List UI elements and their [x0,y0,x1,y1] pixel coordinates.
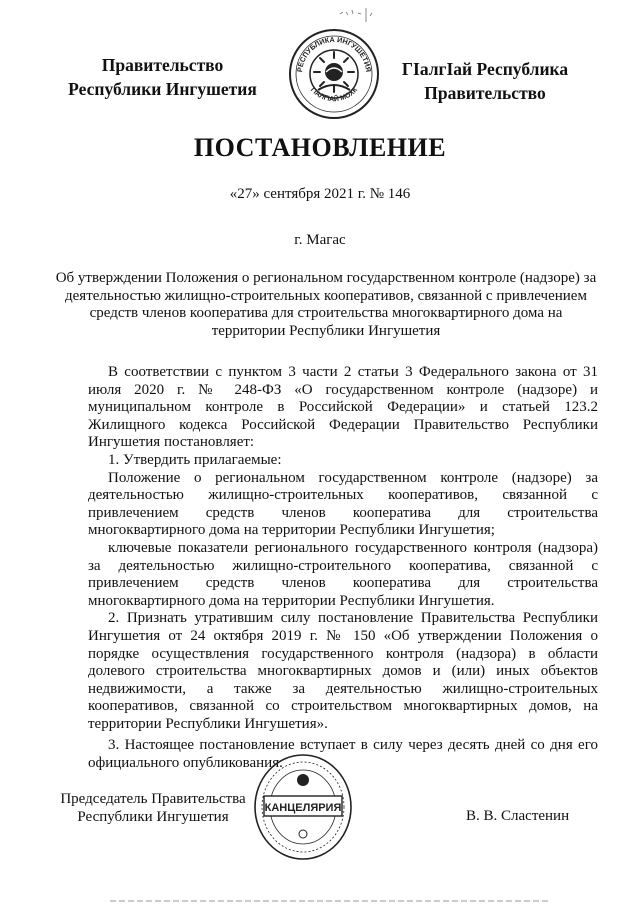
signatory-position-line2: Республики Ингушетия [77,808,229,825]
header-right-line2: Правительство [424,83,546,103]
emblem-text-top: РЕСПУБЛИКА ИНГУШЕТИЯ [295,34,373,73]
body-paragraph-item2: 2. Признать утратившим силу постановление Правительства Республики Ингушетия от 24 октября 2019 г. № 150 «Об утверждении Положения о порядке осуществления государственного контроля (надзора) в области долевого строительства многоквартирных домов и (или) иных объектов недвижимости, а также за деятельностью жилищно-строительных кооперативов, связанной со строительством многоквартирных домов, на территории Республики Ингушетия». [88,610,598,732]
signatory-position-line1: Председатель Правительства [60,791,246,807]
document-body [88,364,598,773]
scan-artifact [336,4,376,26]
header-right-block [380,57,590,105]
body-paragraph-indicators: ключевые показатели регионального государственного контроля (надзора) за деятельностью жилищно-строительного кооператива, связанной с привлечением средств членов кооператива для строительства многоквартирного дома на территории Республики Ингушетия. [88,539,598,609]
signatory-position [58,791,248,826]
header-left-block [40,53,285,101]
document-date-number: «27» сентября 2021 г. № 146 [229,186,411,202]
signatory-name: В. В. Сластенин [466,808,570,824]
stamp-label: КАНЦЕЛЯРИЯ [264,802,342,814]
body-paragraph-regulation: Положение о региональном государственном контроле (надзоре) за деятельностью жилищно-строительных кооперативов, связанной с привлечением средств членов кооператива для строительства многоквартирного дома на территории Республики Ингушетия; [88,469,598,539]
header-right-line1: ГIалгIай Республика [401,59,569,79]
document-city: г. Магас [294,232,346,248]
header-left-line2: Республики Ингушетия [68,79,257,99]
scan-bottom-edge [110,900,550,902]
ingushetia-emblem-icon [288,28,380,120]
body-paragraph-item1: 1. Утвердить прилагаемые: [108,451,282,468]
header-left-line1: Правительство [101,55,224,75]
office-stamp-icon [252,752,354,862]
document-subject: Об утверждении Положения о региональном государственном контроле (надзоре) за деятельностью жилищно-строительных кооперативов, связанной с привлечением средств членов кооператива для строительства многоквартирного дома на территории Республики Ингушетия [55,270,597,339]
body-paragraph-item3: 3. Настоящее постановление вступает в силу через десять дней со дня его официального опубликования. [88,737,598,772]
body-paragraph-preamble: В соответствии с пунктом 3 части 2 статьи 3 Федерального закона от 31 июля 2020 г. № 248-ФЗ «О государственном контроле (надзоре) и муниципальном контроле в Российской Федерации» и статьей 123.2 Жилищного кодекса Российской Федерации Правительство Республики Ингушетия постановляет: [88,364,598,451]
document-title: ПОСТАНОВЛЕНИЕ [193,133,447,162]
emblem-text-bottom: ГIАЛГIАЙ МОХК [308,86,360,104]
